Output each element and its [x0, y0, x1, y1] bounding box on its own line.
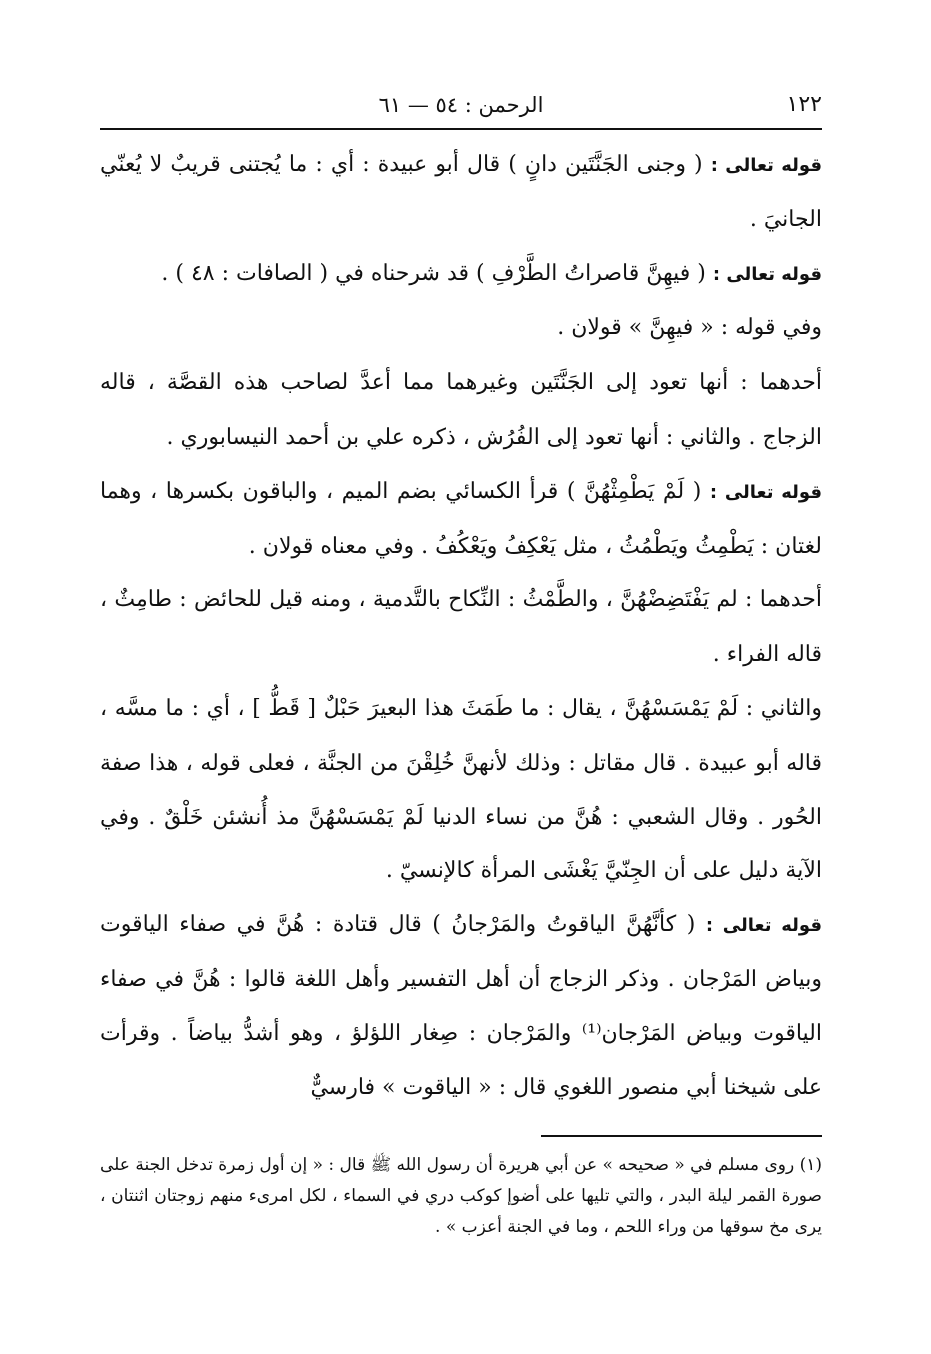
paragraph-2 [100, 247, 822, 302]
paragraph-1 [100, 138, 822, 247]
running-head: الرحمن : ٥٤ — ٦١ [378, 93, 544, 117]
paragraph-5 [100, 465, 822, 574]
paragraph-4 [100, 356, 822, 465]
page-number: ١٢٢ [786, 92, 822, 117]
paragraph-text: أحدهما : أنها تعود إلى الجَنَّتَين وغيرهما مما أعدَّ لصاحب هذه القصَّة ، قاله الزجاج . والثاني : أنها تعود إلى الفُرُش ، ذكره علي بن أحمد النيسابوري . [100, 370, 822, 450]
paragraph-3 [100, 301, 822, 356]
body-text [100, 138, 822, 1114]
paragraph-lead: قوله تعالى : [712, 263, 822, 285]
paragraph-lead: قوله تعالى : [709, 481, 822, 503]
paragraph-text: وفي قوله : « فيهِنَّ » قولان . [557, 315, 822, 341]
paragraph-6 [100, 573, 822, 682]
paragraph-text: ( فيهِنَّ قاصراتُ الطَّرْفِ ) قد شرحناه في ( الصافات : ٤٨ ) . [161, 260, 713, 286]
footnote-rule [541, 1135, 822, 1137]
paragraph-8 [100, 898, 822, 1114]
paragraph-text: ( كأنَّهُنَّ الياقوتُ والمَرْجانُ ) قال قتادة : هُنَّ في صفاء الياقوت وبياض المَرْجان . وذكر الزجاج أن أهل التفسير وأهل اللغة قالوا : هُنَّ في صفاء الياقوت وبياض المَرْجان⁽¹⁾ والمَرْجان : صِغار اللؤلؤ ، وهو أشدُّ بياضاً . وقرأت على شيخنا أبي منصور اللغوي قال : « الياقوت » فارسيٌّ [100, 912, 822, 1100]
page-header [100, 88, 822, 128]
paragraph-text: أحدهما : لم يَفْتَضِضْهُنَّ ، والطَّمْثُ : النِّكاح بالتَّدمية ، ومنه قيل للحائض : طامِثٌ ، قاله الفراء . [100, 587, 822, 668]
paragraph-lead: قوله تعالى : [710, 155, 822, 176]
paragraph-7 [100, 682, 822, 898]
paragraph-lead: قوله تعالى : [705, 915, 823, 937]
paragraph-text: والثاني : لَمْ يَمْسَسْهُنَّ ، يقال : ما طَمَثَ هذا البعيرَ حَبْلٌ [ قَطُّ ] ، أي : ما مسَّه ، قاله أبو عبيدة . قال مقاتل : وذلك لأنهنَّ خُلِقْنَ من الجنَّة ، فعلى قوله ، هذا صفة الحُور . وقال الشعبي : هُنَّ من نساء الدنيا لَمْ يَمْسَسْهُنَّ مذ أُنشئن خَلْقٌ . وفي الآية دليل على أن الجِنّيَّ يَغْشَى المرأة كالإنسيّ . [100, 695, 822, 884]
footnote-1: (١) روى مسلم في « صحيحه » عن أبي هريرة أن رسول الله ﷺ قال : « إن أول زمرة تدخل الجنة على صورة القمر ليلة البدر ، والتي تليها على أضوإ كوكب دري في السماء ، لكل امرىء منهم زوجتان اثنتان ، يرى مخ سوقها من وراء اللحم ، وما في الجنة أعزب » . [100, 1155, 822, 1237]
footnotes [100, 1150, 822, 1243]
header-rule [100, 128, 822, 130]
paragraph-text: ( لَمْ يَطْمِثْهُنَّ ) قرأ الكسائي بضم الميم ، والباقون بكسرها ، وهما لغتان : يَطْمِثُ ويَطْمُثُ ، مثل يَعْكِفُ ويَعْكُفُ . وفي معناه قولان . [100, 478, 822, 559]
paragraph-text: ( وجنى الجَنَّتَين دانٍ ) قال أبو عبيدة : أي : ما يُجتنى قريبٌ لا يُعنّي الجانيَ . [100, 152, 822, 232]
